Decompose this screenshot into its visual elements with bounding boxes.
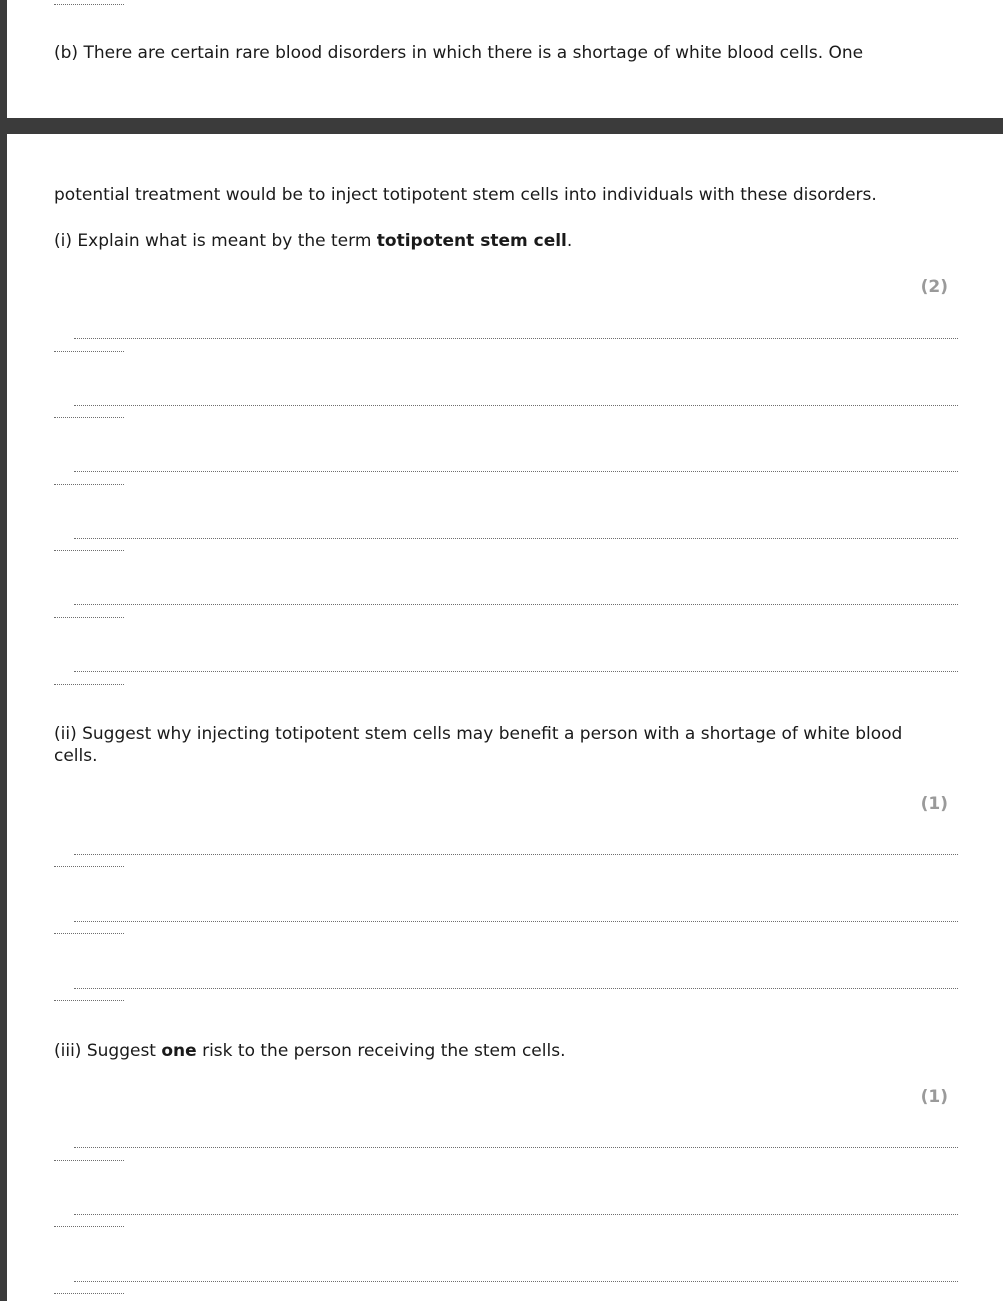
answer-line-ii-2[interactable]: [74, 921, 958, 922]
answer-line-iii-3-stub: [54, 1293, 124, 1294]
answer-line-iii-1[interactable]: [74, 1147, 958, 1148]
page-break-divider: [0, 118, 1003, 134]
answer-line-iii-3[interactable]: [74, 1281, 958, 1282]
question-i-suffix: .: [566, 231, 573, 251]
part-b-intro-line-2: potential treatment would be to inject totipotent stem cells into individuals with these disorders.: [54, 185, 877, 205]
answer-line-iii-2[interactable]: [74, 1214, 958, 1215]
answer-line-stub: [54, 4, 124, 5]
question-i-prefix: (i) Explain what is meant by the term: [54, 231, 377, 251]
question-i-term: totipotent stem cell: [376, 231, 567, 251]
question-ii-text: (ii) Suggest why injecting totipotent stem cells may benefit a person with a shortage of white blood cells.: [54, 724, 903, 766]
question-iii-text: [54, 1040, 565, 1062]
answer-line-ii-1-stub: [54, 866, 124, 867]
page-left-border: [0, 0, 7, 1301]
answer-line-i-5-stub: [54, 617, 124, 618]
answer-line-i-3[interactable]: [74, 471, 958, 472]
question-iii-marks: (1): [920, 1087, 948, 1107]
answer-line-iii-1-stub: [54, 1160, 124, 1161]
question-iii-prefix: (iii) Suggest: [54, 1041, 162, 1061]
answer-line-ii-3[interactable]: [74, 988, 958, 989]
question-i-text: [54, 230, 572, 252]
answer-line-i-1-stub: [54, 351, 124, 352]
question-iii-emphasis: one: [161, 1041, 197, 1061]
question-i-marks: (2): [920, 277, 948, 297]
answer-line-ii-3-stub: [54, 1000, 124, 1001]
answer-line-ii-2-stub: [54, 933, 124, 934]
answer-line-i-4-stub: [54, 550, 124, 551]
answer-line-i-2[interactable]: [74, 405, 958, 406]
answer-line-i-2-stub: [54, 417, 124, 418]
answer-line-i-3-stub: [54, 484, 124, 485]
answer-line-i-1[interactable]: [74, 338, 958, 339]
answer-line-i-5[interactable]: [74, 604, 958, 605]
question-iii-suffix: risk to the person receiving the stem cells.: [196, 1041, 566, 1061]
part-b-intro-line-1: (b) There are certain rare blood disorders in which there is a shortage of white blood cells. One: [54, 43, 864, 63]
answer-line-i-4[interactable]: [74, 538, 958, 539]
answer-line-i-6[interactable]: [74, 671, 958, 672]
answer-line-iii-2-stub: [54, 1226, 124, 1227]
answer-line-ii-1[interactable]: [74, 854, 958, 855]
question-ii-marks: (1): [920, 794, 948, 814]
answer-line-i-6-stub: [54, 684, 124, 685]
